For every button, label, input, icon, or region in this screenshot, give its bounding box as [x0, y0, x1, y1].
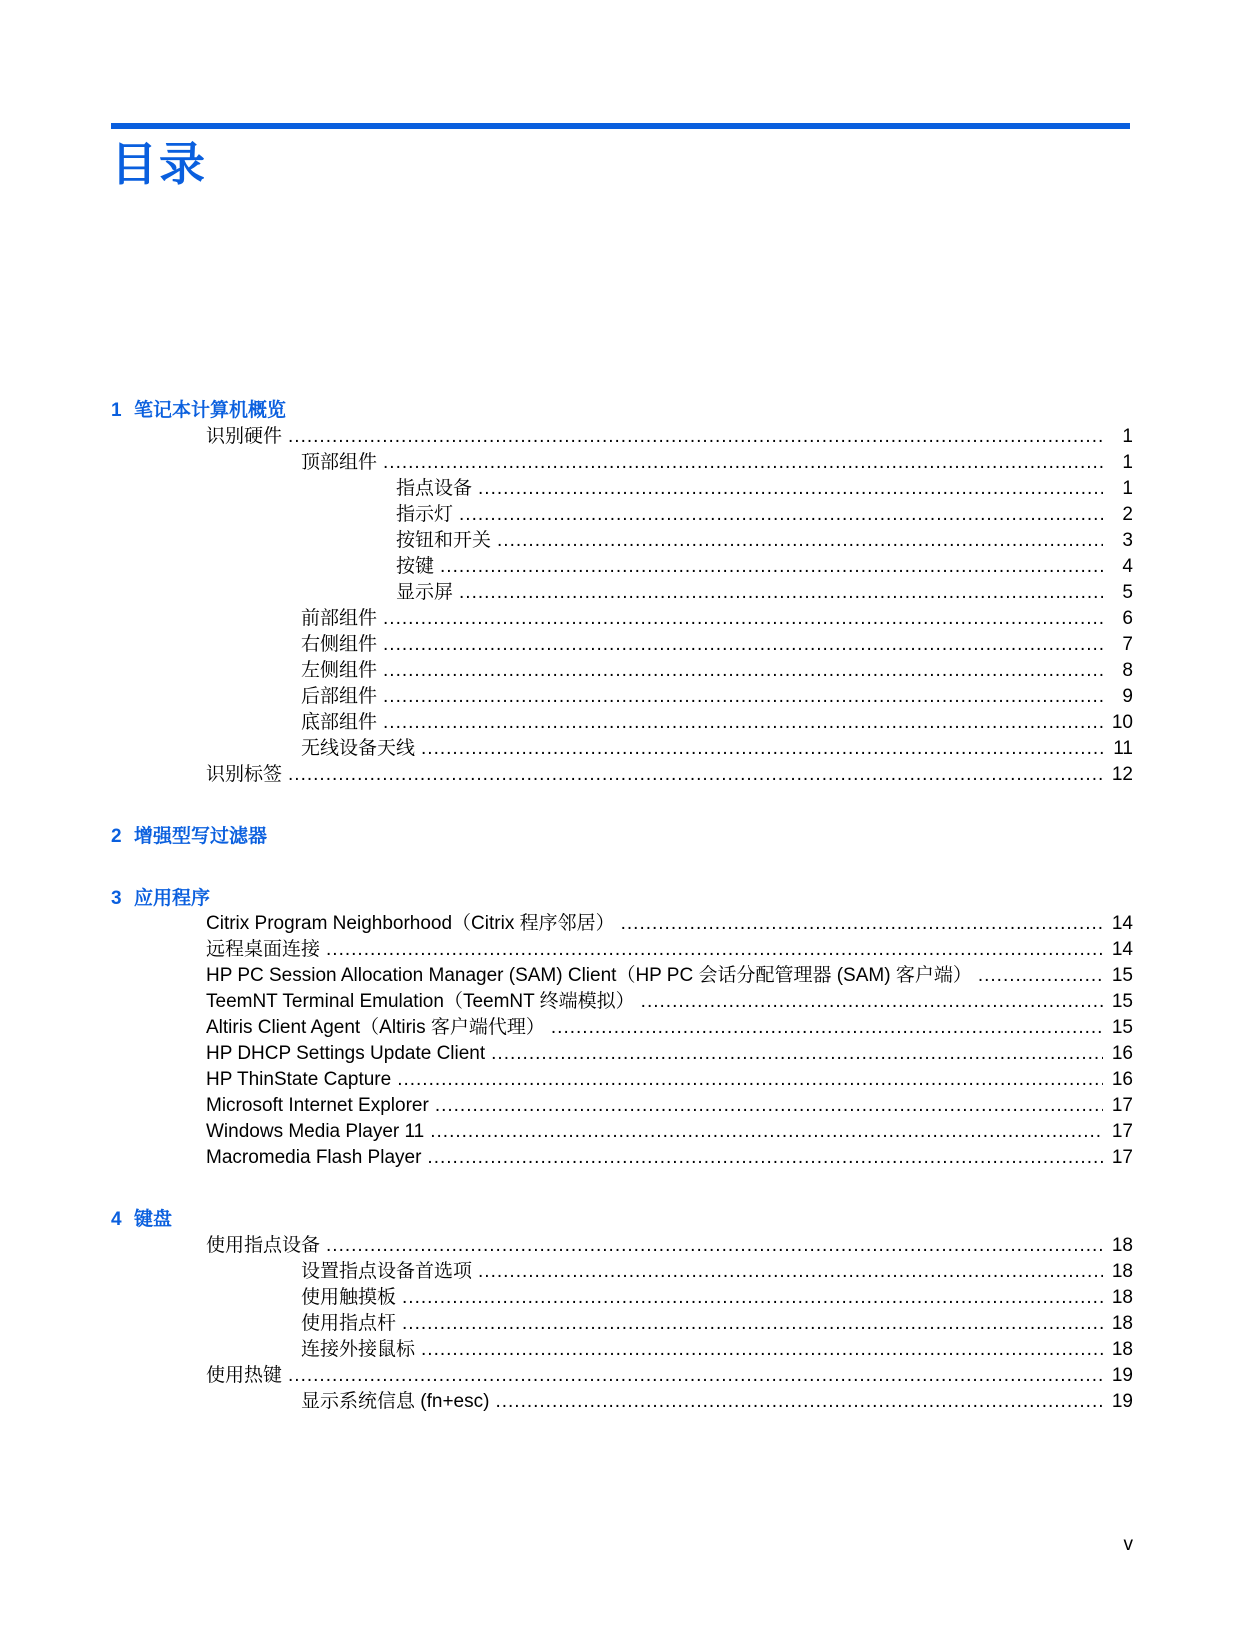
toc-entry-label: 右侧组件 [301, 634, 378, 655]
toc-entry[interactable] [206, 1068, 1133, 1092]
toc-entry-page: 19 [1111, 1365, 1133, 1386]
toc-entry[interactable] [206, 990, 1133, 1014]
toc-entry-label: 指示灯 [396, 504, 454, 525]
toc-entry-page: 14 [1111, 939, 1133, 960]
toc-entry[interactable] [206, 1234, 1133, 1258]
dot-leader [421, 737, 1103, 761]
dot-leader [288, 763, 1103, 787]
dot-leader [288, 1364, 1103, 1388]
toc-entry[interactable] [206, 763, 1133, 787]
toc-entry-page: 18 [1111, 1313, 1133, 1334]
toc-entry-page: 7 [1122, 634, 1133, 655]
chapter-number: 4 [111, 1209, 122, 1230]
toc-entry-page: 1 [1122, 478, 1133, 499]
toc-entry-page: 16 [1111, 1069, 1133, 1090]
toc-entry-page: 18 [1111, 1261, 1133, 1282]
dot-leader [491, 1042, 1103, 1066]
toc-entry[interactable] [206, 1016, 1133, 1040]
dot-leader [383, 685, 1103, 709]
toc-entry-page: 10 [1111, 712, 1133, 733]
dot-leader [383, 659, 1103, 683]
toc-entry-label: Microsoft Internet Explorer [206, 1095, 429, 1116]
toc-entry[interactable] [206, 425, 1133, 449]
toc-entry[interactable] [301, 1338, 1133, 1362]
chapter-title: 笔记本计算机概览 [134, 400, 287, 421]
toc-entry-page: 8 [1122, 660, 1133, 681]
toc-entry-page: 18 [1111, 1235, 1133, 1256]
toc-entry-page: 3 [1122, 530, 1133, 551]
toc-entry-label: 远程桌面连接 [206, 939, 321, 960]
dot-leader [383, 451, 1103, 475]
toc-entry-page: 17 [1111, 1121, 1133, 1142]
toc-entry-label: Macromedia Flash Player [206, 1147, 422, 1168]
toc-entry-label: 使用触摸板 [301, 1287, 397, 1308]
toc-entry[interactable] [396, 581, 1133, 605]
footer-page-number: v [1123, 1534, 1133, 1555]
dot-leader [621, 912, 1103, 936]
toc-entry-page: 4 [1122, 556, 1133, 577]
dot-leader [383, 633, 1103, 657]
toc-entry-page: 16 [1111, 1043, 1133, 1064]
toc-entry[interactable] [301, 451, 1133, 475]
toc-entry[interactable] [301, 1390, 1133, 1414]
toc-chapter[interactable] [111, 399, 286, 423]
toc-entry[interactable] [206, 1042, 1133, 1066]
toc-entry-page: 12 [1111, 764, 1133, 785]
toc-entry-page: 14 [1111, 913, 1133, 934]
dot-leader [326, 1234, 1103, 1258]
toc-entry-page: 11 [1113, 738, 1133, 759]
toc-entry-label: HP ThinState Capture [206, 1069, 392, 1090]
dot-leader [383, 711, 1103, 735]
toc-entry[interactable] [206, 1364, 1133, 1388]
toc-entry[interactable] [396, 477, 1133, 501]
dot-leader [641, 990, 1103, 1014]
chapter-number: 2 [111, 826, 122, 847]
toc-entry-page: 15 [1111, 1017, 1133, 1038]
toc-chapter[interactable] [111, 825, 267, 849]
dot-leader [430, 1120, 1103, 1144]
toc-entry-label: 按钮和开关 [396, 530, 492, 551]
chapter-title: 应用程序 [134, 888, 211, 909]
toc-entry-label: TeemNT Terminal Emulation（TeemNT 终端模拟） [206, 991, 635, 1012]
dot-leader [478, 477, 1103, 501]
chapter-number: 1 [111, 400, 122, 421]
chapter-title: 键盘 [134, 1209, 173, 1230]
toc-entry[interactable] [396, 503, 1133, 527]
dot-leader [551, 1016, 1103, 1040]
dot-leader [478, 1260, 1103, 1284]
toc-entry-page: 17 [1111, 1095, 1133, 1116]
dot-leader [459, 581, 1103, 605]
toc-entry-page: 6 [1122, 608, 1133, 629]
toc-entry-page: 5 [1122, 582, 1133, 603]
toc-entry-label: 识别标签 [206, 764, 283, 785]
dot-leader [397, 1068, 1103, 1092]
toc-entry-label: 前部组件 [301, 608, 378, 629]
toc-entry[interactable] [206, 912, 1133, 936]
chapter-title: 增强型写过滤器 [134, 826, 268, 847]
toc-entry-label: 使用热键 [206, 1365, 283, 1386]
toc-entry[interactable] [301, 711, 1133, 735]
toc-entry[interactable] [301, 1286, 1133, 1310]
toc-entry-label: 无线设备天线 [301, 738, 416, 759]
toc-entry[interactable] [206, 1094, 1133, 1118]
toc-entry[interactable] [301, 737, 1133, 761]
toc-entry[interactable] [396, 555, 1133, 579]
toc-entry-page: 17 [1111, 1147, 1133, 1168]
dot-leader [402, 1312, 1103, 1336]
toc-entry-label: 按键 [396, 556, 435, 577]
toc-entry-label: 底部组件 [301, 712, 378, 733]
toc-entry[interactable] [301, 1312, 1133, 1336]
toc-entry-label: 使用指点设备 [206, 1235, 321, 1256]
toc-entry-label: HP PC Session Allocation Manager (SAM) Client（HP PC 会话分配管理器 (SAM) 客户端） [206, 965, 972, 986]
dot-leader [440, 555, 1103, 579]
dot-leader [459, 503, 1103, 527]
chapter-number: 3 [111, 888, 122, 909]
dot-leader [421, 1338, 1103, 1362]
toc-entry[interactable] [396, 529, 1133, 553]
toc-chapter[interactable] [111, 1208, 172, 1232]
toc-entry-label: 顶部组件 [301, 452, 378, 473]
dot-leader [435, 1094, 1103, 1118]
toc-entry[interactable] [301, 685, 1133, 709]
dot-leader [383, 607, 1103, 631]
toc-chapter[interactable] [111, 887, 210, 911]
toc-entry-label: Windows Media Player 11 [206, 1121, 425, 1142]
toc-entry[interactable] [206, 938, 1133, 962]
toc-entry[interactable] [301, 607, 1133, 631]
toc-entry-page: 18 [1111, 1339, 1133, 1360]
toc-entry-label: 识别硬件 [206, 426, 283, 447]
dot-leader [427, 1146, 1103, 1170]
dot-leader [497, 529, 1103, 553]
toc-entry-page: 2 [1122, 504, 1133, 525]
toc-entry-label: 显示系统信息 (fn+esc) [301, 1391, 490, 1412]
toc-entry-label: 连接外接鼠标 [301, 1339, 416, 1360]
toc-entry[interactable] [301, 659, 1133, 683]
toc-entry-label: 设置指点设备首选项 [301, 1261, 473, 1282]
toc-entry-label: 指点设备 [396, 478, 473, 499]
dot-leader [978, 964, 1103, 988]
toc-entry-page: 15 [1111, 991, 1133, 1012]
toc-entry-page: 1 [1122, 452, 1133, 473]
dot-leader [495, 1390, 1103, 1414]
toc-entry-page: 18 [1111, 1287, 1133, 1308]
toc-entry-label: 左侧组件 [301, 660, 378, 681]
toc-entry[interactable] [206, 1146, 1133, 1170]
toc-entry-page: 15 [1111, 965, 1133, 986]
toc-entry[interactable] [206, 964, 1133, 988]
page-title: 目录 [111, 138, 207, 190]
toc-entry[interactable] [206, 1120, 1133, 1144]
dot-leader [326, 938, 1103, 962]
toc-entry-page: 19 [1111, 1391, 1133, 1412]
toc-entry[interactable] [301, 633, 1133, 657]
toc-entry-page: 9 [1122, 686, 1133, 707]
dot-leader [288, 425, 1103, 449]
dot-leader [402, 1286, 1103, 1310]
toc-entry-label: Altiris Client Agent（Altiris 客户端代理） [206, 1017, 545, 1038]
toc-entry-label: 使用指点杆 [301, 1313, 397, 1334]
toc-entry-label: 显示屏 [396, 582, 454, 603]
toc-entry-page: 1 [1122, 426, 1133, 447]
toc-entry-label: 后部组件 [301, 686, 378, 707]
toc-entry-label: HP DHCP Settings Update Client [206, 1043, 486, 1064]
toc-entry[interactable] [301, 1260, 1133, 1284]
toc-entry-label: Citrix Program Neighborhood（Citrix 程序邻居） [206, 913, 615, 934]
